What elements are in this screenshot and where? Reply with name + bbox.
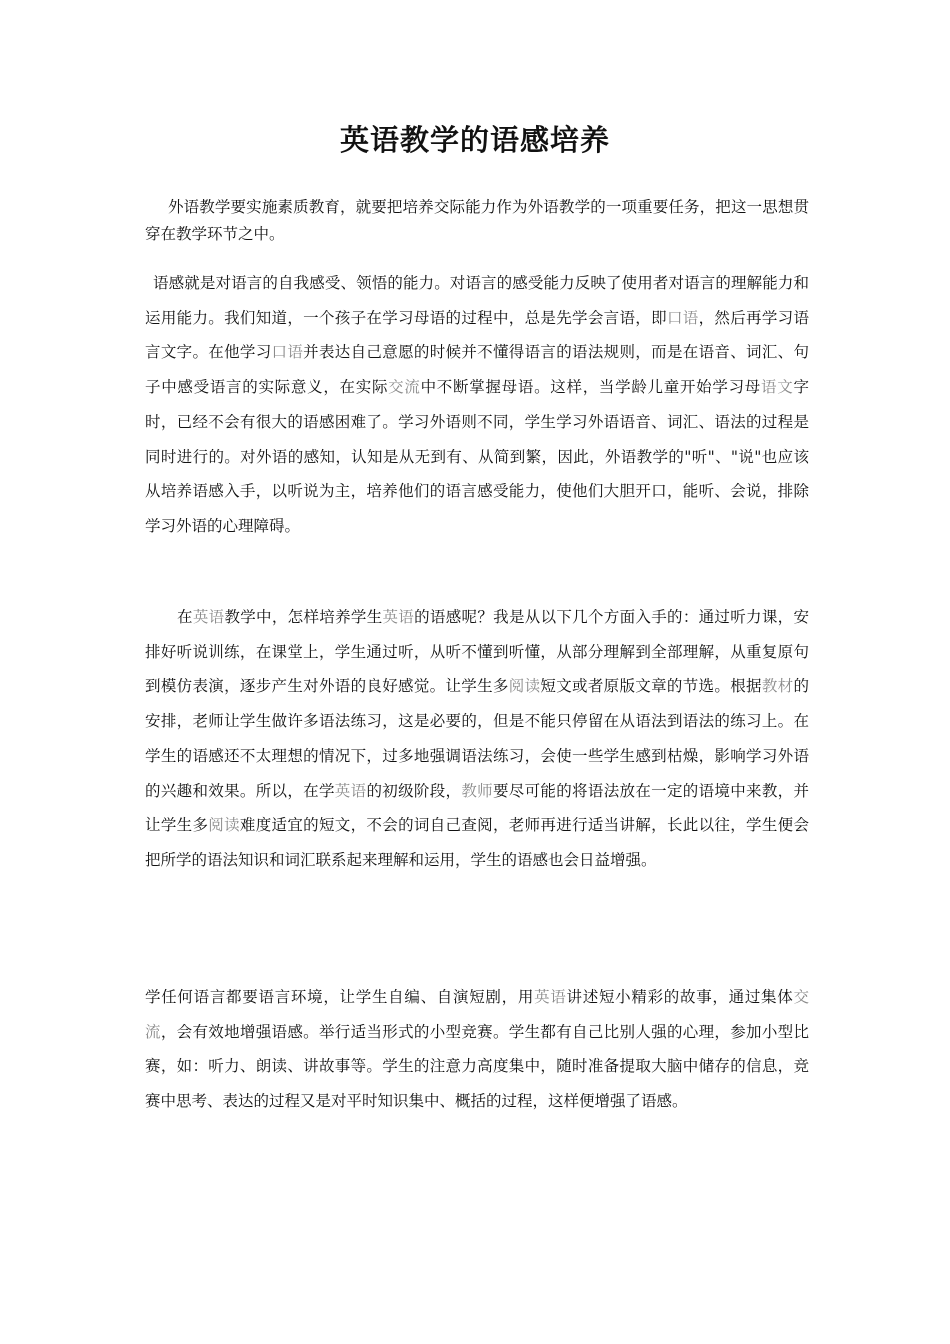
paragraph-text: 外语教学要实施素质教育，就要把培养交际能力作为外语教学的一项重要任务，把这一思想贯穿在教学环节之中。 [145, 198, 809, 243]
paragraph-text: ，会有效地增强语感。举行适当形式的小型竞赛。学生都有自己比别人强的心理，参加小型比赛，如：听力、朗读、讲故事等。学生的注意力高度集中，随时准备提取大脑中储存的信息，竞赛中思考、表达的过程又是对平时知识集中、概括的过程，这样便增强了语感。 [145, 1022, 809, 1111]
keyword-link[interactable]: 英语 [534, 988, 567, 1006]
keyword-link[interactable]: 交流 [145, 988, 809, 1041]
keyword-link[interactable]: 教材 [761, 677, 794, 696]
paragraph-text: 的初级阶段， [366, 781, 462, 800]
paragraph-text: 在 [177, 608, 193, 626]
paragraph-text: 要尽可能的将语法放在一定的语境中来教，并让学生多 [145, 781, 809, 835]
document-title: 英语教学的语感培养 [339, 123, 610, 157]
keyword-link[interactable]: 阅读 [208, 816, 240, 835]
paragraph-text: ，然后再学习语言文字。在他学习 [145, 308, 809, 362]
paragraph-3 [145, 600, 809, 878]
paragraph-text: 字时，已经不会有很大的语感困难了。学习外语则不同，学生学习外语语音、词汇、语法的过程是同时进行的。对外语的感知，认知是从无到有、从简到繁，因此，外语教学的"听"、"说"也应该从培养语感入手，以听说为主，培养他们的语言感受能力，使他们大胆开口，能听、会说，排除学习外语的心理障碍。 [145, 378, 809, 535]
paragraph-text: 并表达自己意愿的时候并不懂得语言的语法规则，而是在语音、词汇、句子中感受语言的实际意义，在实际 [145, 343, 809, 397]
keyword-link[interactable]: 语文 [761, 378, 794, 397]
paragraph-text: 讲述短小精彩的故事，通过集体 [566, 988, 794, 1006]
paragraph-text: 短文或者原版文章的节选。根据 [540, 677, 762, 696]
paragraph-text: 的语感呢？我是从以下几个方面入手的：通过听力课，安排好听说训练，在课堂上，学生通过听，从听不懂到听懂，从部分理解到全部理解，从重复原句到模仿表演，逐步产生对外语的良好感觉。让学生多 [145, 608, 809, 696]
paragraph-4 [145, 980, 809, 1119]
keyword-link[interactable]: 英语 [334, 781, 367, 800]
keyword-link[interactable]: 交流 [388, 378, 421, 397]
paragraph-text: 教学中，怎样培养学生 [224, 608, 383, 626]
paragraph-1 [145, 194, 809, 248]
paragraph-text: 学任何语言都要语言环境，让学生自编、自演短剧，用 [145, 988, 535, 1006]
keyword-link[interactable]: 口语 [271, 343, 304, 362]
paragraph-text: 语感就是对语言的自我感受、领悟的能力。对语言的感受能力反映了使用者对语言的理解能力和运用能力。我们知道，一个孩子在学习母语的过程中，总是先学会言语，即 [145, 274, 809, 327]
keyword-link[interactable]: 阅读 [508, 677, 541, 696]
paragraph-text: 的安排，老师让学生做许多语法练习，这是必要的，但是不能只停留在从语法到语法的练习上。在学生的语感还不太理想的情况下，过多地强调语法练习，会使一些学生感到枯燥，影响学习外语的兴趣和效果。所以，在学 [145, 677, 809, 800]
paragraph-text: 难度适宜的短文，不会的词自己查阅，老师再进行适当讲解，长此以往，学生便会把所学的语法知识和词汇联系起来理解和运用，学生的语感也会日益增强。 [145, 816, 809, 869]
paragraph-2 [145, 266, 809, 544]
keyword-link[interactable]: 英语 [382, 608, 415, 626]
keyword-link[interactable]: 教师 [461, 781, 493, 800]
keyword-link[interactable]: 英语 [192, 608, 225, 626]
keyword-link[interactable]: 口语 [666, 308, 699, 327]
paragraph-text: 中不断掌握母语。这样，当学龄儿童开始学习母 [420, 378, 762, 397]
